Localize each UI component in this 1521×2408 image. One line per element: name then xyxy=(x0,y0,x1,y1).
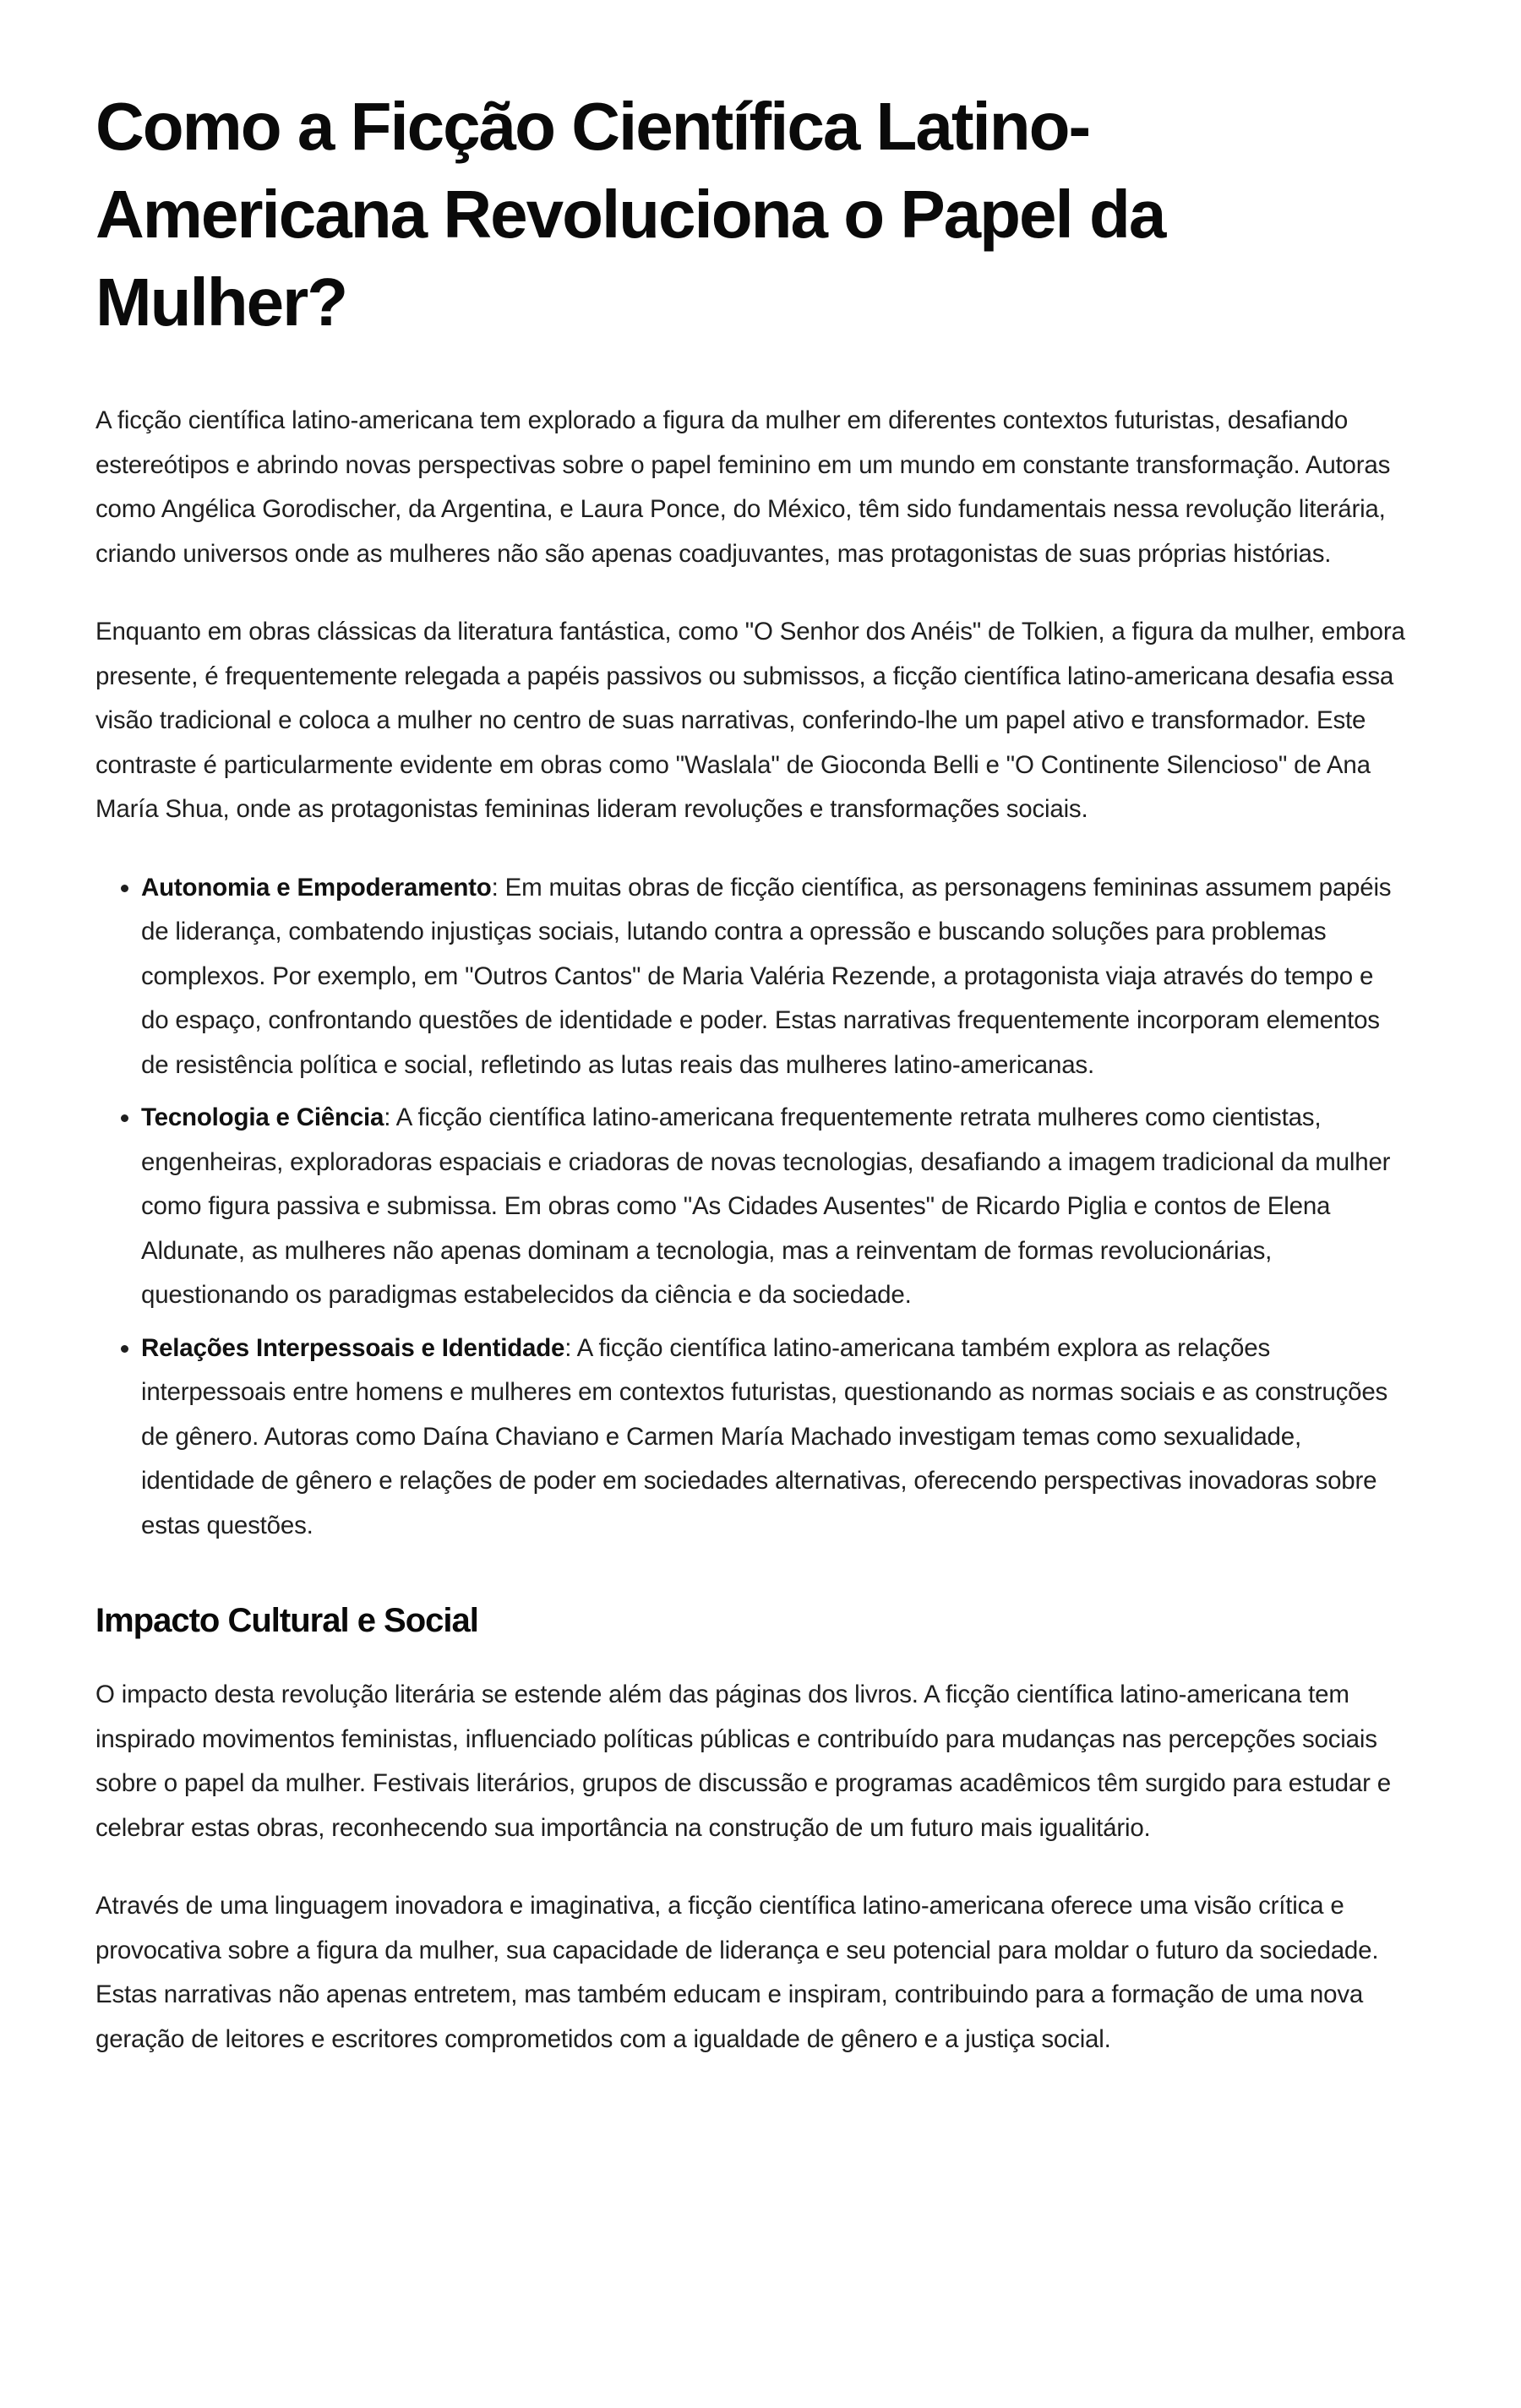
list-item xyxy=(141,866,1407,1088)
page-title: Como a Ficção Científica Latino-Americana Revoluciona o Papel da Mulher? xyxy=(95,89,1165,340)
intro-paragraph: A ficção científica latino-americana tem explorado a figura da mulher em diferentes contextos futuristas, desafiando estereótipos e abrindo novas perspectivas sobre o papel feminino em um mundo em constante transformação. Autoras como Angélica Gorodischer, da Argentina, e Laura Ponce, do México, têm sido fundamentais nessa revolução literária, criando universos onde as mulheres não são apenas coadjuvantes, mas protagonistas de suas próprias histórias. xyxy=(95,406,1391,568)
list-item xyxy=(141,1096,1407,1318)
contrast-paragraph: Enquanto em obras clássicas da literatura fantástica, como "O Senhor dos Anéis" de Tolkien, a figura da mulher, embora presente, é frequentemente relegada a papéis passivos ou submissos, a ficção científica latino-americana desafia essa visão tradicional e coloca a mulher no centro de suas narrativas, conferindo-lhe um papel ativo e transformador. Este contraste é particularmente evidente em obras como "Waslala" de Gioconda Belli e "O Continente Silencioso" de Ana María Shua, onde as protagonistas femininas lideram revoluções e transformações sociais. xyxy=(95,618,1405,823)
list-item-term: Relações Interpessoais e Identidade xyxy=(141,1333,565,1362)
section-heading: Impacto Cultural e Social xyxy=(95,1602,478,1639)
themes-list xyxy=(95,866,1407,1549)
list-item-term: Autonomia e Empoderamento xyxy=(141,873,492,902)
list-item xyxy=(141,1327,1407,1549)
list-item-text: : Em muitas obras de ficção científica, as personagens femininas assumem papéis de liderança, combatendo injustiças sociais, lutando contra a opressão e buscando soluções para problemas complexos. Por exemplo, em "Outros Cantos" de Maria Valéria Rezende, a protagonista viaja através do tempo e do espaço, confrontando questões de identidade e poder. Estas narrativas frequentemente incorporam elementos de resistência política e social, refletindo as lutas reais das mulheres latino-americanas. xyxy=(141,873,1392,1079)
list-item-term: Tecnologia e Ciência xyxy=(141,1103,384,1131)
conclusion-paragraph: Através de uma linguagem inovadora e imaginativa, a ficção científica latino-americana oferece uma visão crítica e provocativa sobre a figura da mulher, sua capacidade de liderança e seu potencial para moldar o futuro da sociedade. Estas narrativas não apenas entretem, mas também educam e inspiram, contribuindo para a formação de uma nova geração de leitores e escritores comprometidos com a igualdade de gênero e a justiça social. xyxy=(95,1892,1379,2053)
list-item-text: : A ficção científica latino-americana frequentemente retrata mulheres como cientistas, engenheiras, exploradoras espaciais e criadoras de novas tecnologias, desafiando a imagem tradicional da mulher como figura passiva e submissa. Em obras como "As Cidades Ausentes" de Ricardo Piglia e contos de Elena Aldunate, as mulheres não apenas dominam a tecnologia, mas a reinventam de formas revolucionárias, questionando os paradigmas estabelecidos da ciência e da sociedade. xyxy=(141,1103,1391,1309)
list-item-text: : A ficção científica latino-americana também explora as relações interpessoais entre homens e mulheres em contextos futuristas, questionando as normas sociais e as construções de gênero. Autoras como Daína Chaviano e Carmen María Machado investigam temas como sexualidade, identidade de gênero e relações de poder em sociedades alternativas, oferecendo perspectivas inovadoras sobre estas questões. xyxy=(141,1333,1388,1539)
impact-paragraph: O impacto desta revolução literária se estende além das páginas dos livros. A ficção científica latino-americana tem inspirado movimentos feministas, influenciado políticas públicas e contribuído para mudanças nas percepções sociais sobre o papel da mulher. Festivais literários, grupos de discussão e programas acadêmicos têm surgido para estudar e celebrar estas obras, reconhecendo sua importância na construção de um futuro mais igualitário. xyxy=(95,1681,1391,1842)
